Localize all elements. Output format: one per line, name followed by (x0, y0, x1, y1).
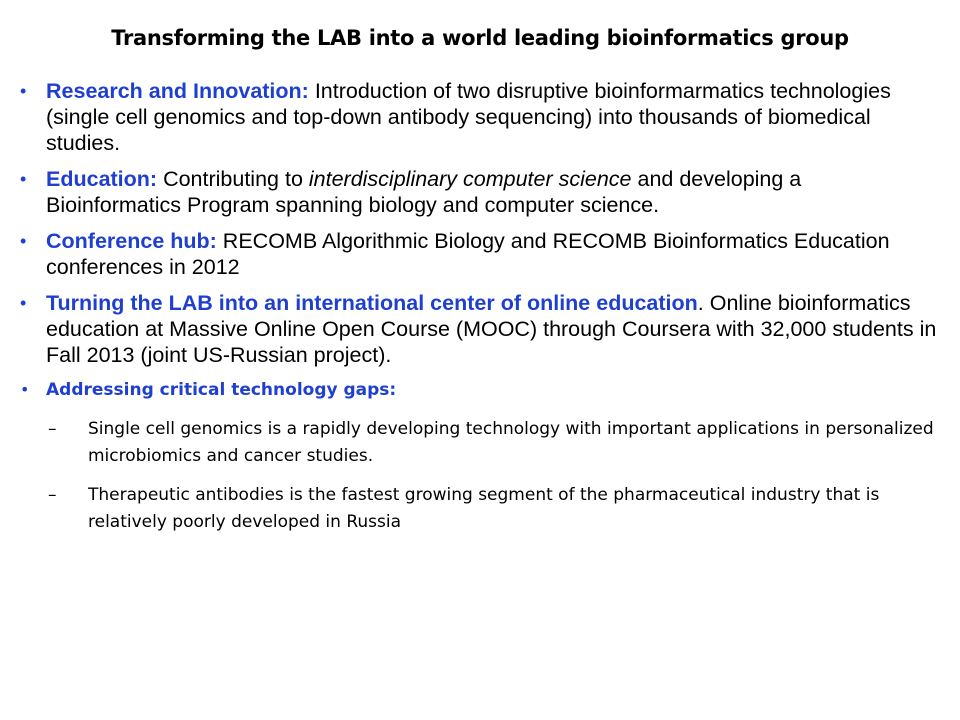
bullet-lead: Addressing critical technology gaps: (46, 380, 397, 400)
bullet-dot-icon: • (20, 231, 27, 251)
bullet-list (20, 78, 940, 548)
bullet-online-education (20, 290, 940, 368)
bullet-italic-text: interdisciplinary computer science (308, 167, 632, 191)
bullet-text: Introduction of two disruptive bioinformarmatics technologies (single cell genomics and top-down antibody sequencing) into thousands of biomedical studies. (46, 79, 891, 155)
bullet-text: RECOMB Algorithmic Biology and RECOMB Bioinformatics Education conferences in 2012 (46, 229, 890, 279)
dash-icon: – (48, 419, 57, 439)
bullet-text: . Online bioinformatics education at Massive Online Open Course (MOOC) through Coursera with 32,000 students in Fall 2013 (joint US-Russian project). (46, 291, 937, 367)
sub-bullet-list (46, 416, 940, 536)
bullet-text: and developing a Bioinformatics Program spanning biology and computer science. (46, 167, 802, 217)
bullet-lead: Conference hub: (46, 229, 217, 253)
sub-bullet-text: Therapeutic antibodies is the fastest growing segment of the pharmaceutical industry that is relatively poorly developed in Russia (88, 485, 880, 532)
slide-title: Transforming the LAB into a world leading bioinformatics group (111, 26, 849, 50)
bullet-dot-icon: • (20, 169, 27, 189)
bullet-lead: Turning the LAB into an international center of online education (46, 291, 698, 315)
bullet-education (20, 166, 940, 218)
sub-bullet-antibodies (46, 482, 940, 536)
bullet-conference (20, 228, 940, 280)
bullet-text: Contributing to (157, 167, 309, 191)
dash-icon: – (48, 485, 57, 505)
bullet-technology-gaps (20, 378, 940, 536)
bullet-lead: Research and Innovation: (46, 79, 309, 103)
bullet-dot-icon: • (20, 81, 27, 101)
bullet-research (20, 78, 940, 156)
sub-bullet-text: Single cell genomics is a rapidly developing technology with important applications in personalized microbiomics and cancer studies. (88, 419, 934, 466)
bullet-dot-icon: • (20, 293, 27, 313)
sub-bullet-single-cell (46, 416, 940, 470)
bullet-dot-icon: • (20, 380, 30, 399)
bullet-lead: Education: (46, 167, 158, 191)
